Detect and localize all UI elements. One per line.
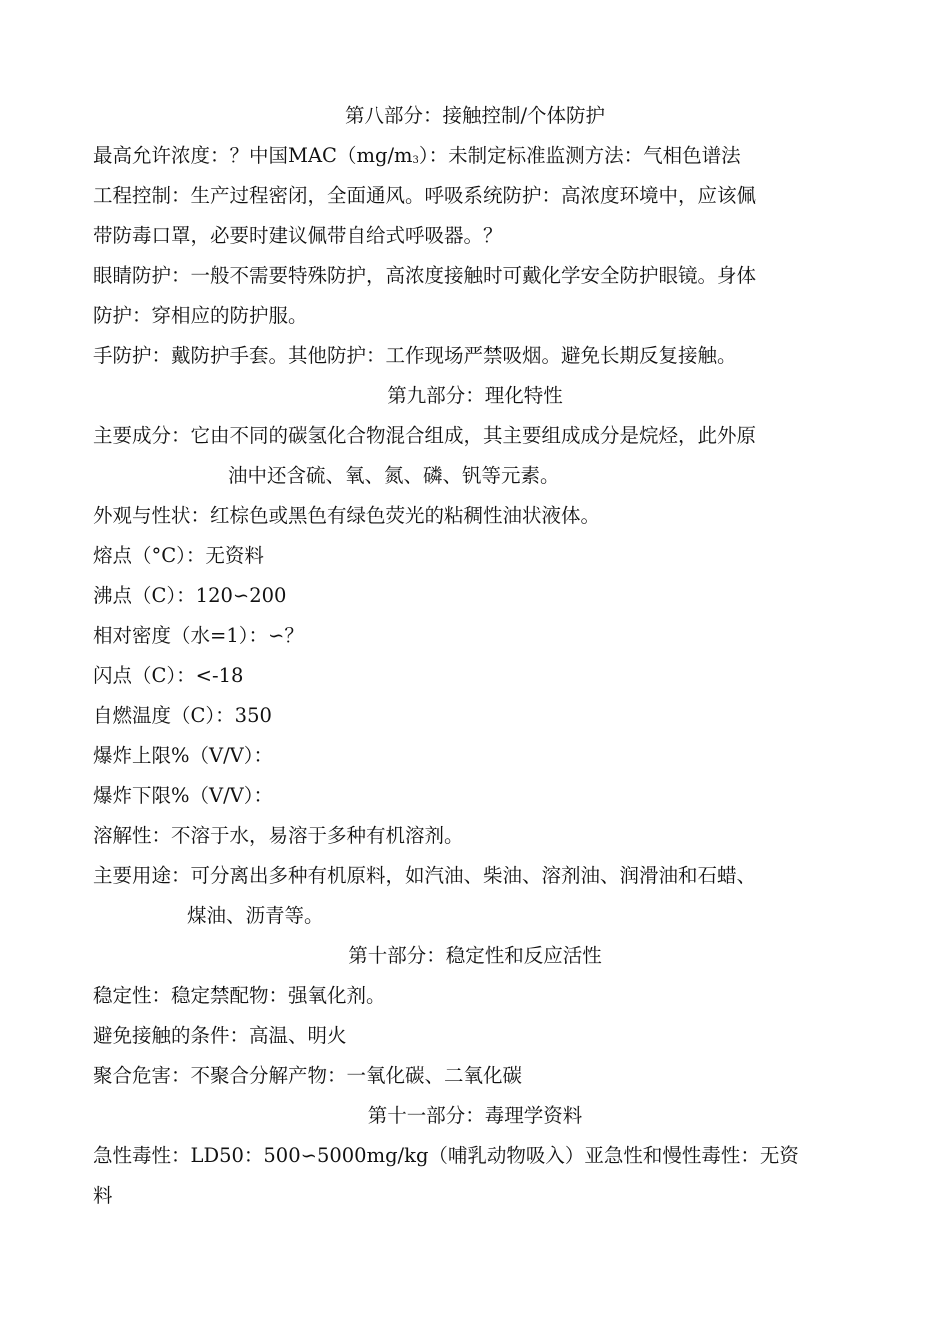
- avoid-conditions-line: 避免接触的条件：高温、明火: [93, 1024, 347, 1047]
- mac-prefix: 最高允许浓度：？中国MAC（mg/m: [93, 144, 413, 167]
- uses-line-2: 煤油、沥青等。: [187, 904, 324, 927]
- composition-line-1: 主要成分：它由不同的碳氢化合物混合组成，其主要组成成分是烷烃，此外原: [93, 424, 757, 447]
- appearance-line: 外观与性状：红棕色或黑色有绿色荧光的粘稠性油状液体。: [93, 504, 601, 527]
- melting-point-line: 熔点（°C）：无资料: [93, 544, 264, 567]
- boiling-point-line: 沸点（C）：120∽200: [93, 584, 287, 607]
- mac-suffix: ）：未制定标准监测方法：气相色谱法: [418, 144, 741, 167]
- mac-line: [93, 144, 863, 173]
- section10-heading: 第十部分：稳定性和反应活性: [348, 944, 602, 967]
- polymerization-line: 聚合危害：不聚合分解产物：一氧化碳、二氧化碳: [93, 1064, 523, 1087]
- upper-explosion-limit-line: 爆炸上限%（V/V）：: [93, 744, 274, 767]
- stability-line: 稳定性：稳定禁配物：强氧化剂。: [93, 984, 386, 1007]
- composition-line-2: 油中还含硫、氧、氮、磷、钒等元素。: [228, 464, 560, 487]
- density-line: 相对密度（水=1）：∽？: [93, 624, 304, 647]
- section8-heading: 第八部分：接触控制/个体防护: [344, 104, 606, 127]
- engineering-control-line-2: 带防毒口罩，必要时建议佩带自给式呼吸器。？: [93, 224, 503, 247]
- toxicity-line-2: 料: [93, 1184, 113, 1207]
- flash-point-line: 闪点（C）：<-18: [93, 664, 244, 687]
- solubility-line: 溶解性：不溶于水，易溶于多种有机溶剂。: [93, 824, 464, 847]
- eye-protection-line-2: 防护：穿相应的防护服。: [93, 304, 308, 327]
- lower-explosion-limit-line: 爆炸下限%（V/V）：: [93, 784, 274, 807]
- uses-line-1: 主要用途：可分离出多种有机原料，如汽油、柴油、溶剂油、润滑油和石蜡、: [93, 864, 757, 887]
- mac-subscript: 3: [412, 155, 419, 166]
- toxicity-line-1: 急性毒性：LD50：500∽5000mg/kg（哺乳动物吸入）亚急性和慢性毒性：无资: [93, 1144, 799, 1167]
- autoignition-line: 自燃温度（C）：350: [93, 704, 272, 727]
- engineering-control-line-1: 工程控制：生产过程密闭，全面通风。呼吸系统防护：高浓度环境中，应该佩: [93, 184, 757, 207]
- hand-protection-line: 手防护：戴防护手套。其他防护：工作现场严禁吸烟。避免长期反复接触。: [93, 344, 737, 367]
- section9-heading: 第九部分：理化特性: [387, 384, 563, 407]
- eye-protection-line-1: 眼睛防护：一般不需要特殊防护，高浓度接触时可戴化学安全防护眼镜。身体: [93, 264, 757, 287]
- section11-heading: 第十一部分：毒理学资料: [367, 1104, 583, 1127]
